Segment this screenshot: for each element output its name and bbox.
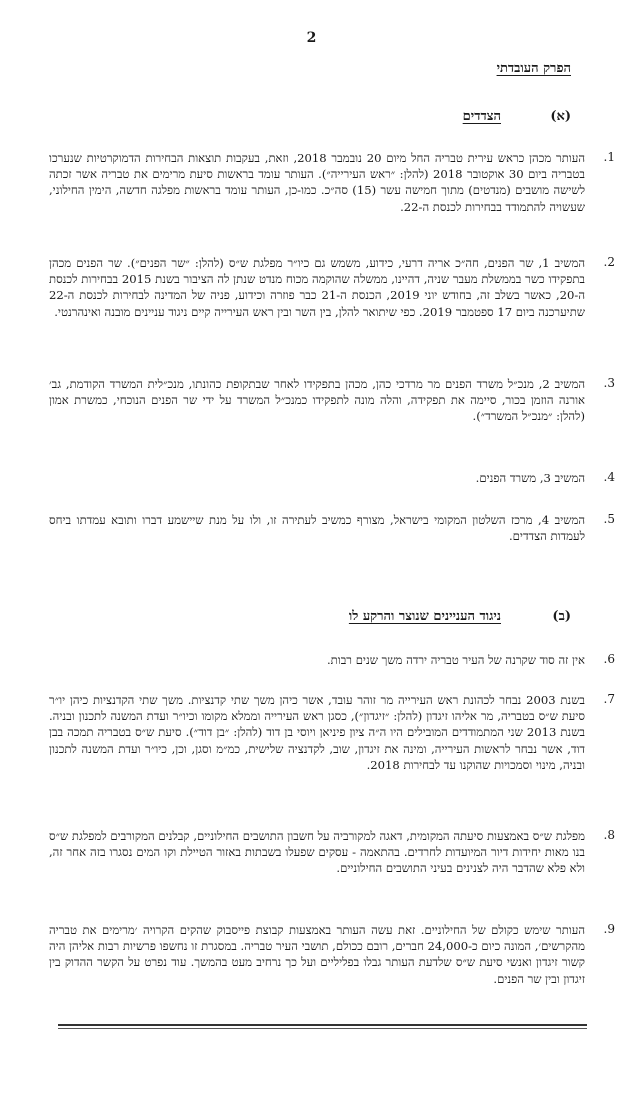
paragraph-text: מפלגת ש״ס באמצעות סיעתה המקומית, דאגה למקורביה על חשבון התושבים החילוניים, קבלנים המקורבים למפלגת ש״ס בנו מאות יחידות דיור המיועדות לחרדים. בהתאמה - עסקים שפעלו בשבתות באזור הטיילת וקו המים נסגרו בזה אחר זה, ולא פלא שהדבר היה לצנינים בעיני התושבים החילוניים. bbox=[49, 829, 585, 876]
paragraph-8 bbox=[49, 828, 615, 877]
paragraph-text: בשנת 2003 נבחר לכהונת ראש העירייה מר זוהר עובד, אשר כיהן משך שתי קדנציות. משך שתי הקדנציות כיהן יו״ר סיעת ש״ס בטבריה, מר אליהו זיגדון (להלן: ״זיגדון״), כסגן ראש העירייה וממלא מקומו וכיו״ר ועדת המשנה לתכנון ובניה. בשנת 2013 שני המתמודדים המובילים היו ה״ה ציון פיניאן ויוסי בן דוד (להלן: ״בן דוד״). סיעת ש״ס בטבריה תמכה בבן דוד, אשר נבחר לראשות העירייה, ומינה את זיגדון, שוב, לקדנציה שלישית, כמ״מ וסגן, וכן, כיו״ר ועדת המשנה לתכנון ובניה, מינוי וסמכויות שהוקנו עד לבחירות 2018. bbox=[49, 693, 585, 772]
section-a-letter: (א) bbox=[550, 109, 571, 124]
paragraph-5 bbox=[49, 512, 615, 544]
paragraph-number: .6 bbox=[603, 652, 615, 666]
paragraph-number: .2 bbox=[603, 255, 615, 269]
paragraph-6 bbox=[49, 652, 615, 668]
paragraph-number: .7 bbox=[603, 692, 615, 706]
paragraph-text: אין זה סוד שקרנה של העיר טבריה ירדה משך שנים רבות. bbox=[327, 653, 585, 667]
section-b-title: ניגוד העניינים שנוצר והרקע לו bbox=[348, 609, 501, 624]
paragraph-text: המשיב 3, משרד הפנים. bbox=[475, 471, 585, 485]
paragraph-4 bbox=[49, 470, 615, 486]
paragraph-number: .4 bbox=[603, 470, 615, 484]
paragraph-number: .8 bbox=[603, 828, 615, 842]
paragraph-text: המשיב 1, שר הפנים, חה״כ אריה דרעי, כידוע, משמש גם כיו״ר מפלגת ש״ס (להלן: ״שר הפנים״). שר הפנים מכהן בתפקידו כשר בממשלת מעבר שניה, דהיינו, ממשלה שהוקמה מכוח מנדט שנתן לה הציבור בשנת 2015 בבחירות לכנסת ה-20, כאשר בשלב זה, בחודש יוני 2019, הכנסת ה-21 כבר פוזרה וכידוע, פניה של המדינה לבחירות לכנסת ה-22 שתיערכנה ביום 17 ספטמבר 2019. כפי שיתואר להלן, בין השר ובין ראש העירייה קיים ניגוד עניינים מובנה ואינהרנטי. bbox=[49, 256, 585, 319]
paragraph-text: המשיב 4, מרכז השלטון המקומי בישראל, מצורף כמשיב לעתירה זו, ולו על מנת שיישמע דברו ותובא עמדתו ביחס לעמדות הצדדים. bbox=[49, 513, 586, 544]
paragraph-number: .5 bbox=[603, 512, 615, 526]
paragraph-text: המשיב 2, מנכ״ל משרד הפנים מר מרדכי כהן, מכהן בתפקידו לאחר שבתקופת כהונתו, מנכ״לית המשרד הקודמת, גב׳ אורנה הוזמן בכור, סיימה את תפקידה, והלה מונה לתפקידו כמנכ״ל המשרד על ידי שר הפנים הנוכחי, כמשרת אמון (להלן: ״מנכ״ל המשרד״). bbox=[49, 377, 585, 424]
paragraph-number: .3 bbox=[603, 376, 615, 390]
footer-rule bbox=[58, 1024, 587, 1026]
paragraph-number: .1 bbox=[603, 150, 615, 164]
section-a-title: הצדדים bbox=[462, 109, 501, 124]
paragraph-7 bbox=[49, 692, 615, 773]
paragraph-1 bbox=[49, 150, 615, 215]
paragraph-number: .9 bbox=[603, 922, 615, 936]
paragraph-2 bbox=[49, 255, 615, 320]
section-b-letter: (ב) bbox=[552, 609, 571, 624]
paragraph-text: העותר שימש כקולם של החילוניים. זאת עשה העותר באמצעות קבוצת פייסבוק שהקים הקרויה ׳מרימים את טבריה מהקרשים׳, המונה כיום כ-24,000 חברים, רובם ככולם, תושבי העיר טבריה. במסגרת זו נחשפו פרשיות רבות אליהן היה קשור זיגדון ואנשי סיעת ש״ס שלדעת העותר גבלו בפליליים ועל כך נרחיב מעט בהמשך. עוד נפרט על הקשר ההדוק בין זיגדון ובין שר הפנים. bbox=[49, 923, 585, 986]
paragraph-3 bbox=[49, 376, 615, 425]
chapter-heading: הפרק העובדתי bbox=[496, 61, 571, 76]
footer-rule-thin bbox=[58, 1028, 587, 1029]
page-number: 2 bbox=[306, 30, 317, 46]
paragraph-text: העותר מכהן כראש עירית טבריה החל מיום 20 נובמבר 2018, וזאת, בעקבות תוצאות הבחירות הדמוקרטיות שנערכו בטבריה ביום 30 אוקטובר 2018 (להלן: ״ראש העירייה״). העותר עומד בראשות סיעת מרימים את טבריה אשר זכתה לשישה מושבים (מנדטים) מתוך חמישה עשר (15) סה״כ. כמו-כן, העותר עומד בראשות מפלגה חדשה, הימין החילוני, שעשויה להתמודד בבחירות לכנסת ה-22. bbox=[49, 151, 585, 214]
paragraph-9 bbox=[49, 922, 615, 987]
